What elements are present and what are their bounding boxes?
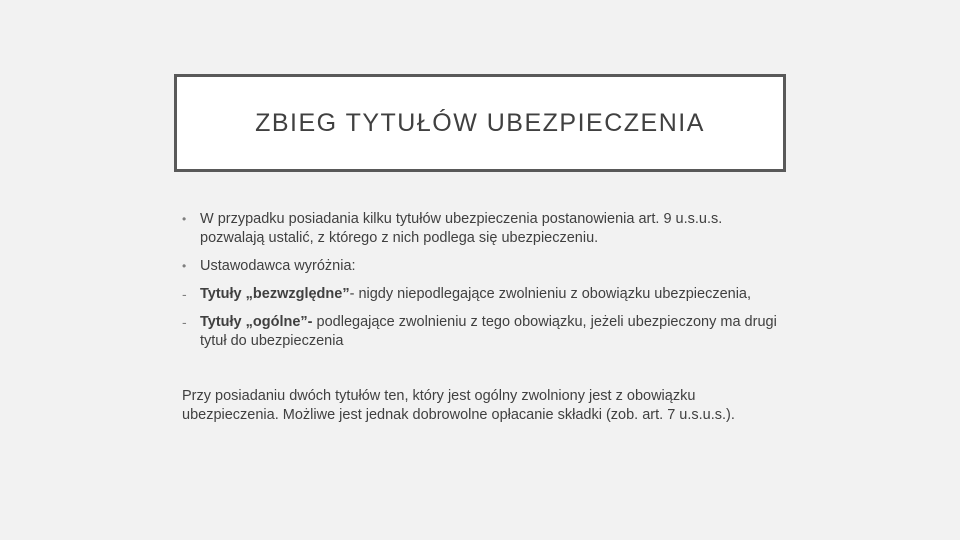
bullet-text: W przypadku posiadania kilku tytułów ubezpieczenia postanowienia art. 9 u.s.u.s. pozwalają ustalić, z którego z nich podlega się ubezpieczeniu.	[200, 211, 723, 246]
dash-item-text: - nigdy niepodlegające zwolnieniu z obowiązku ubezpieczenia,	[349, 286, 752, 302]
bullet-item	[182, 257, 782, 276]
slide-title: ZBIEG TYTUŁÓW UBEZPIECZENIA	[255, 108, 705, 137]
dash-item-bold: Tytuły „ogólne”-	[200, 314, 313, 330]
dash-item	[182, 285, 782, 304]
summary-paragraph: Przy posiadaniu dwóch tytułów ten, który jest ogólny zwolniony jest z obowiązku ubezpieczenia. Możliwe jest jednak dobrowolne opłacanie składki (zob. art. 7 u.s.u.s.).	[182, 388, 735, 423]
bullet-item	[182, 210, 782, 248]
dash-item-bold: Tytuły „bezwzględne”	[200, 286, 350, 302]
slide-content	[182, 210, 782, 440]
dash-marker: -	[182, 314, 187, 330]
title-box	[174, 74, 786, 172]
bullet-text: Ustawodawca wyróżnia:	[200, 258, 356, 274]
dash-item-text: podlegające zwolnieniu z tego obowiązku, jeżeli ubezpieczony ma drugi tytuł do ubezpieczenia	[200, 314, 777, 349]
bullet-marker: •	[182, 212, 187, 226]
dash-marker: -	[182, 286, 187, 302]
dash-item	[182, 313, 782, 351]
bullet-marker: •	[182, 259, 187, 273]
